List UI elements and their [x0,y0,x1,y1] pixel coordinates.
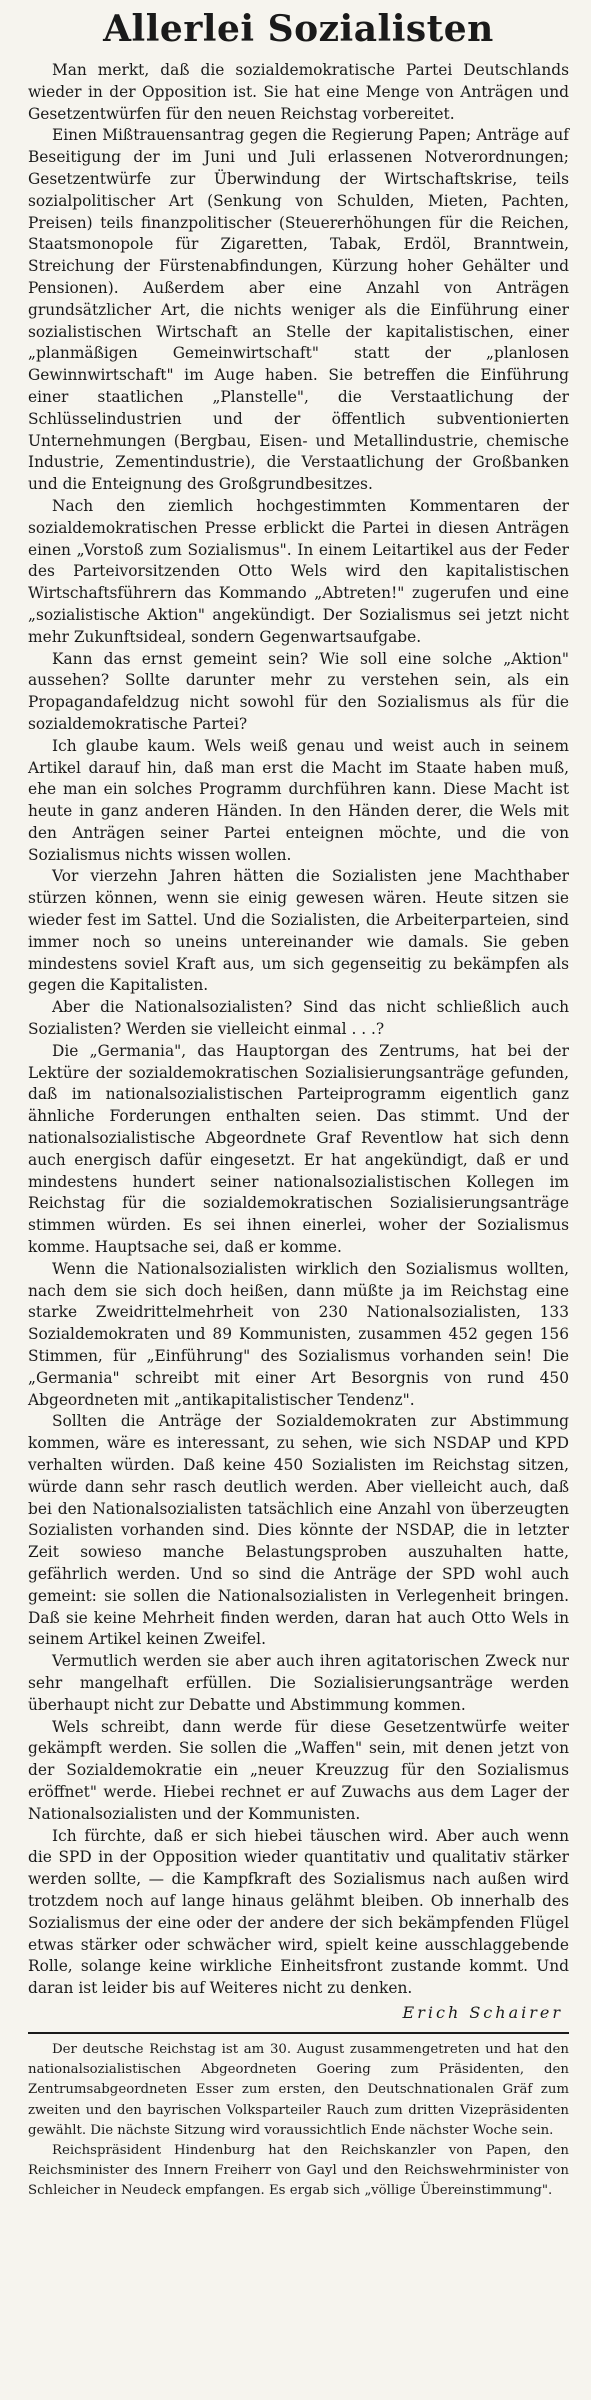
article-paragraph: Die „Germania", das Hauptorgan des Zentrums, hat bei der Lektüre der sozialdemokratischen Sozialisierungsanträge gefunden, daß im nationalsozialistischen Parteiprogramm eigentlich ganz ähnliche Forderungen enthalten seien. Das stimmt. Und der nationalsozialistische Abgeordnete Graf Reventlow hat sich denn auch energisch dafür eingesetzt. Er hat angekündigt, daß er und mindestens hundert seiner nationalsozialistischen Kollegen im Reichstag für die sozialdemokratischen Sozialisierungsanträge stimmen würden. Es sei ihnen einerlei, woher der Sozialismus komme. Hauptsache sei, daß er komme. [28,1041,569,1257]
article-paragraph: Ich glaube kaum. Wels weiß genau und weist auch in seinem Artikel darauf hin, daß man erst die Macht im Staate haben muß, ehe man ein solches Programm durchführen kann. Diese Macht ist heute in ganz anderen Händen. In den Händen derer, die Wels mit den Anträgen seiner Partei enteignen möchte, und die von Sozialismus nichts wissen wollen. [28,736,569,864]
article-paragraph: Wels schreibt, dann werde für diese Gesetzentwürfe weiter gekämpft werden. Sie sollen die „Waffen" sein, mit denen jetzt von der Sozialdemokratie ein „neuer Kreuzzug für den Sozialismus eröffnet" werde. Hiebei rechnet er auf Zuwachs aus dem Lager der Nationalsozialisten und der Kommunisten. [28,1717,569,1823]
article-paragraph: Ich fürchte, daß er sich hiebei täuschen wird. Aber auch wenn die SPD in der Opposition wieder quantitativ und qualitativ stärker werden sollte, — die Kampfkraft des Sozialismus nach außen wird trotzdem noch auf lange hinaus gelähmt bleiben. Ob innerhalb des Sozialismus der eine oder der andere der sich bekämpfenden Flügel etwas stärker oder schwächer wird, spielt keine ausschlaggebende Rolle, solange keine wirkliche Einheitsfront zustande kommt. Und daran ist leider bis auf Weiteres nicht zu denken. [28,1826,569,1998]
article-paragraph: Wenn die Nationalsozialisten wirklich den Sozialismus wollten, nach dem sie sich doch heißen, dann müßte ja im Reichstag eine starke Zweidrittelmehrheit von 230 Nationalsozialisten, 133 Sozialdemokraten und 89 Kommunisten, zusammen 452 gegen 156 Stimmen, für „Einführung" des Sozialismus vorhanden sein! Die „Germania" schreibt mit einer Art Besorgnis von rund 450 Abgeordneten mit „antikapitalistischer Tendenz". [28,1259,569,1409]
article-author: Erich Schairer [402,2002,563,2022]
news-notes [28,2040,569,2202]
article-paragraph: Aber die Nationalsozialisten? Sind das nicht schließlich auch Sozialisten? Werden sie vielleicht einmal . . .? [28,998,569,1039]
news-note: Reichspräsident Hindenburg hat den Reichskanzler von Papen, den Reichsminister des Innern Freiherr von Gayl und den Reichswehrminister von Schleicher in Neudeck empfangen. Es ergab sich „völlige Übereinstimmung". [28,2142,569,2199]
article-paragraph: Vor vierzehn Jahren hätten die Sozialisten jene Machthaber stürzen können, wenn sie einig gewesen wären. Heute sitzen sie wieder fest im Sattel. Und die Sozialisten, die Arbeiterparteien, sind immer noch so uneins untereinander wie damals. Sie geben mindestens soviel Kraft aus, um sich gegenseitig zu bekämpfen als gegen die Kapitalisten. [28,867,569,995]
article-paragraph: Einen Mißtrauensantrag gegen die Regierung Papen; Anträge auf Beseitigung der im Juni und Juli erlassenen Notverordnungen; Gesetzentwürfe zur Überwindung der Wirtschaftskrise, teils sozialpolitischer Art (Senkung von Schulden, Mieten, Pachten, Preisen) teils finanzpolitischer (Steuererhöhungen für die Reichen, Staatsmonopole für Zigaretten, Tabak, Erdöl, Branntwein, Streichung der Fürstenabfindungen, Kürzung hoher Gehälter und Pensionen). Außerdem aber eine Anzahl von Anträgen grundsätzlicher Art, die nichts weniger als die Einführung einer sozialistischen Wirtschaft an Stelle der kapitalistischen, einer „planmäßigen Gemeinwirtschaft" statt der „planlosen Gewinnwirtschaft" im Auge haben. Sie betreffen die Einführung einer staatlichen „Planstelle", die Verstaatlichung der Schlüsselindustrien und der öffentlich subventionierten Unternehmungen (Bergbau, Eisen- und Metallindustrie, chemische Industrie, Zementindustrie), die Verstaatlichung der Großbanken und die Enteignung des Großgrundbesitzes. [28,126,569,494]
article-title: Allerlei Sozialisten [103,8,494,50]
article-paragraph: Kann das ernst gemeint sein? Wie soll eine solche „Aktion" aussehen? Sollte darunter mehr zu verstehen sein, als ein Propagandafeldzug nicht sowohl für den Sozialismus als für die sozialdemokratische Partei? [28,649,569,733]
article-paragraph: Vermutlich werden sie aber auch ihren agitatorischen Zweck nur sehr mangelhaft erfüllen. Die Sozialisierungsanträge werden überhaupt nicht zur Debatte und Abstimmung kommen. [28,1652,569,1714]
news-note: Der deutsche Reichstag ist am 30. August zusammengetreten und hat den nationalsozialistischen Abgeordneten Goering zum Präsidenten, den Zentrumsabgeordneten Esser zum ersten, den Deutschnationalen Gräf zum zweiten und den bayrischen Volksparteiler Rauch zum dritten Vizepräsidenten gewählt. Die nächste Sitzung wird voraussichtlich Ende nächster Woche sein. [28,2041,569,2138]
article-paragraph: Nach den ziemlich hochgestimmten Kommentaren der sozialdemokratischen Presse erblickt die Partei in diesen Anträgen einen „Vorstoß zum Sozialismus". In einem Leitartikel aus der Feder des Parteivorsitzenden Otto Wels wird den kapitalistischen Wirtschaftsführern das Kommando „Abtreten!" zugerufen und eine „sozialistische Aktion" angekündigt. Der Sozialismus sei jetzt nicht mehr Zukunftsideal, sondern Gegenwartsaufgabe. [28,496,569,646]
article-body [28,60,569,2000]
article-paragraph: Sollten die Anträge der Sozialdemokraten zur Abstimmung kommen, wäre es interessant, zu sehen, wie sich NSDAP und KPD verhalten würden. Daß keine 450 Sozialisten im Reichstag sitzen, würde dann sehr rasch deutlich werden. Aber vielleicht auch, daß bei den Nationalsozialisten tatsächlich eine Anzahl von überzeugten Sozialisten vorhanden sind. Dies könnte der NSDAP, die in letzter Zeit sowieso manche Belastungsproben auszuhalten hatte, gefährlich werden. Und so sind die Anträge der SPD wohl auch gemeint: sie sollen die Nationalsozialisten in Verlegenheit bringen. Daß sie keine Mehrheit finden werden, daran hat auch Otto Wels in seinem Artikel keinen Zweifel. [28,1412,569,1649]
article-paragraph: Man merkt, daß die sozialdemokratische Partei Deutschlands wieder in der Opposition ist. Sie hat eine Menge von Anträgen und Gesetzentwürfen für den neuen Reichstag vorbereitet. [28,61,569,123]
section-divider [28,2032,569,2034]
